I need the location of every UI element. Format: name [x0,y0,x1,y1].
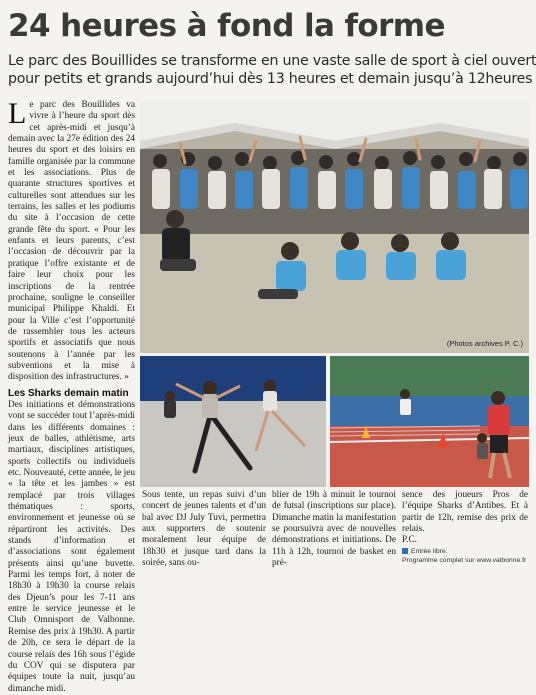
bottom-column-3 [402,490,528,564]
subheadline-line-1: Le parc des Bouillides se transforme en une vaste salle de sport à ciel ouvert [8,53,536,69]
section-paragraph: Des initiations et démonstrations vont se succéder tout l’après-midi dans les différents domaines : jeux de balles, athlétisme, arts martiaux, disciplines artistiques, sports collectifs ou individuels etc. Nouveauté, cette année, le jeu « la tête et les jambes » est remplacé par trois villages thématiques : sports, environnement et jeunesse où se répartiront les activités. Des stands d’information et d’associations sont également présents ainsi qu’une buvette. Parmi les temps fort, à noter de 18h30 à 19h30 la course relais des Djeun’s pour les 7-11 ans entre le service jeunesse et le Club Omnisport de Valbonne. Remise des prix à 19h30. A partir de 20h, ce sera le départ de la course relais des 16h sous l’égide du COV qui se disputera par équipes toute la nuit, jusqu’au dimanche midi. [8,399,135,694]
bottom-column-2: blier de 19h à minuit le tournoi de futsal (inscriptions sur place). Dimanche matin la manifestation se poursuivra avec de nouvelles démonstrations et initiations. De 11h à 12h, tournoi de basket en pré- [272,490,396,569]
dance-photo [140,356,326,487]
subheadline-line-2: pour petits et grands aujourd’hui dès 13 heures et demain jusqu’à 12heures [8,71,533,87]
section-title: Les Sharks demain matin [8,387,129,399]
intro-paragraph: e parc des Bouillides va vivre à l’heure du sport dès cet après-midi et jusqu’à demain avec la 27e édition des 24 heures du sport et des loisirs en famille organisée par la commune et les associations. Plus de quarante structures sportives et culturelles sont attendues sur les terrains, les salles et les podiums du site à l’occasion de cette grande fête du sport. « Pour les enfants et leurs parents, c’est l’occasion de découvrir par la pratique l’offre existante et de faire leur choix pour les inscriptions de la rentrée prochaine, souligne le conseiller municipal Philippe Khaldi. Et pour la Ville c’est l’opportunité de rassembler tous les acteurs sportifs et associatifs que nous soutenons à l’année par les subventions et la mise à disposition des infrastructures. » [8,100,135,383]
dance-photo-illustration [140,356,326,487]
headline: 24 heures à fond la forme [8,8,445,44]
bottom-column-1: Sous tente, un repas suivi d’un concert de jeunes talents et d’un bal avec DJ July Tuvi, permettra aux supporters de soutenir moralement leur équipe de 18h30 et jusque tard dans la soirée, sans ou- [142,490,266,569]
signature: P.C. [402,535,417,546]
tennis-photo-illustration [330,356,529,487]
left-column [8,97,135,695]
group-photo-illustration [140,101,529,353]
photo-credit: (Photos archives P. C.) [446,339,523,348]
subheadline [8,52,536,88]
drop-cap: L [8,97,27,130]
main-group-photo [140,101,529,353]
info-program-text: Programme complet sur www.valbonne.fr [402,556,527,564]
bottom-column-3-text: sence des joueurs Pros de l’équipe Sharks d’Antibes. Et à partir de 12h, remise des prix de relais. [402,490,528,535]
info-square-icon [402,548,408,554]
tennis-photo [330,356,529,487]
info-entry-text: Entrée libre. [411,547,448,555]
info-footer [402,547,528,565]
